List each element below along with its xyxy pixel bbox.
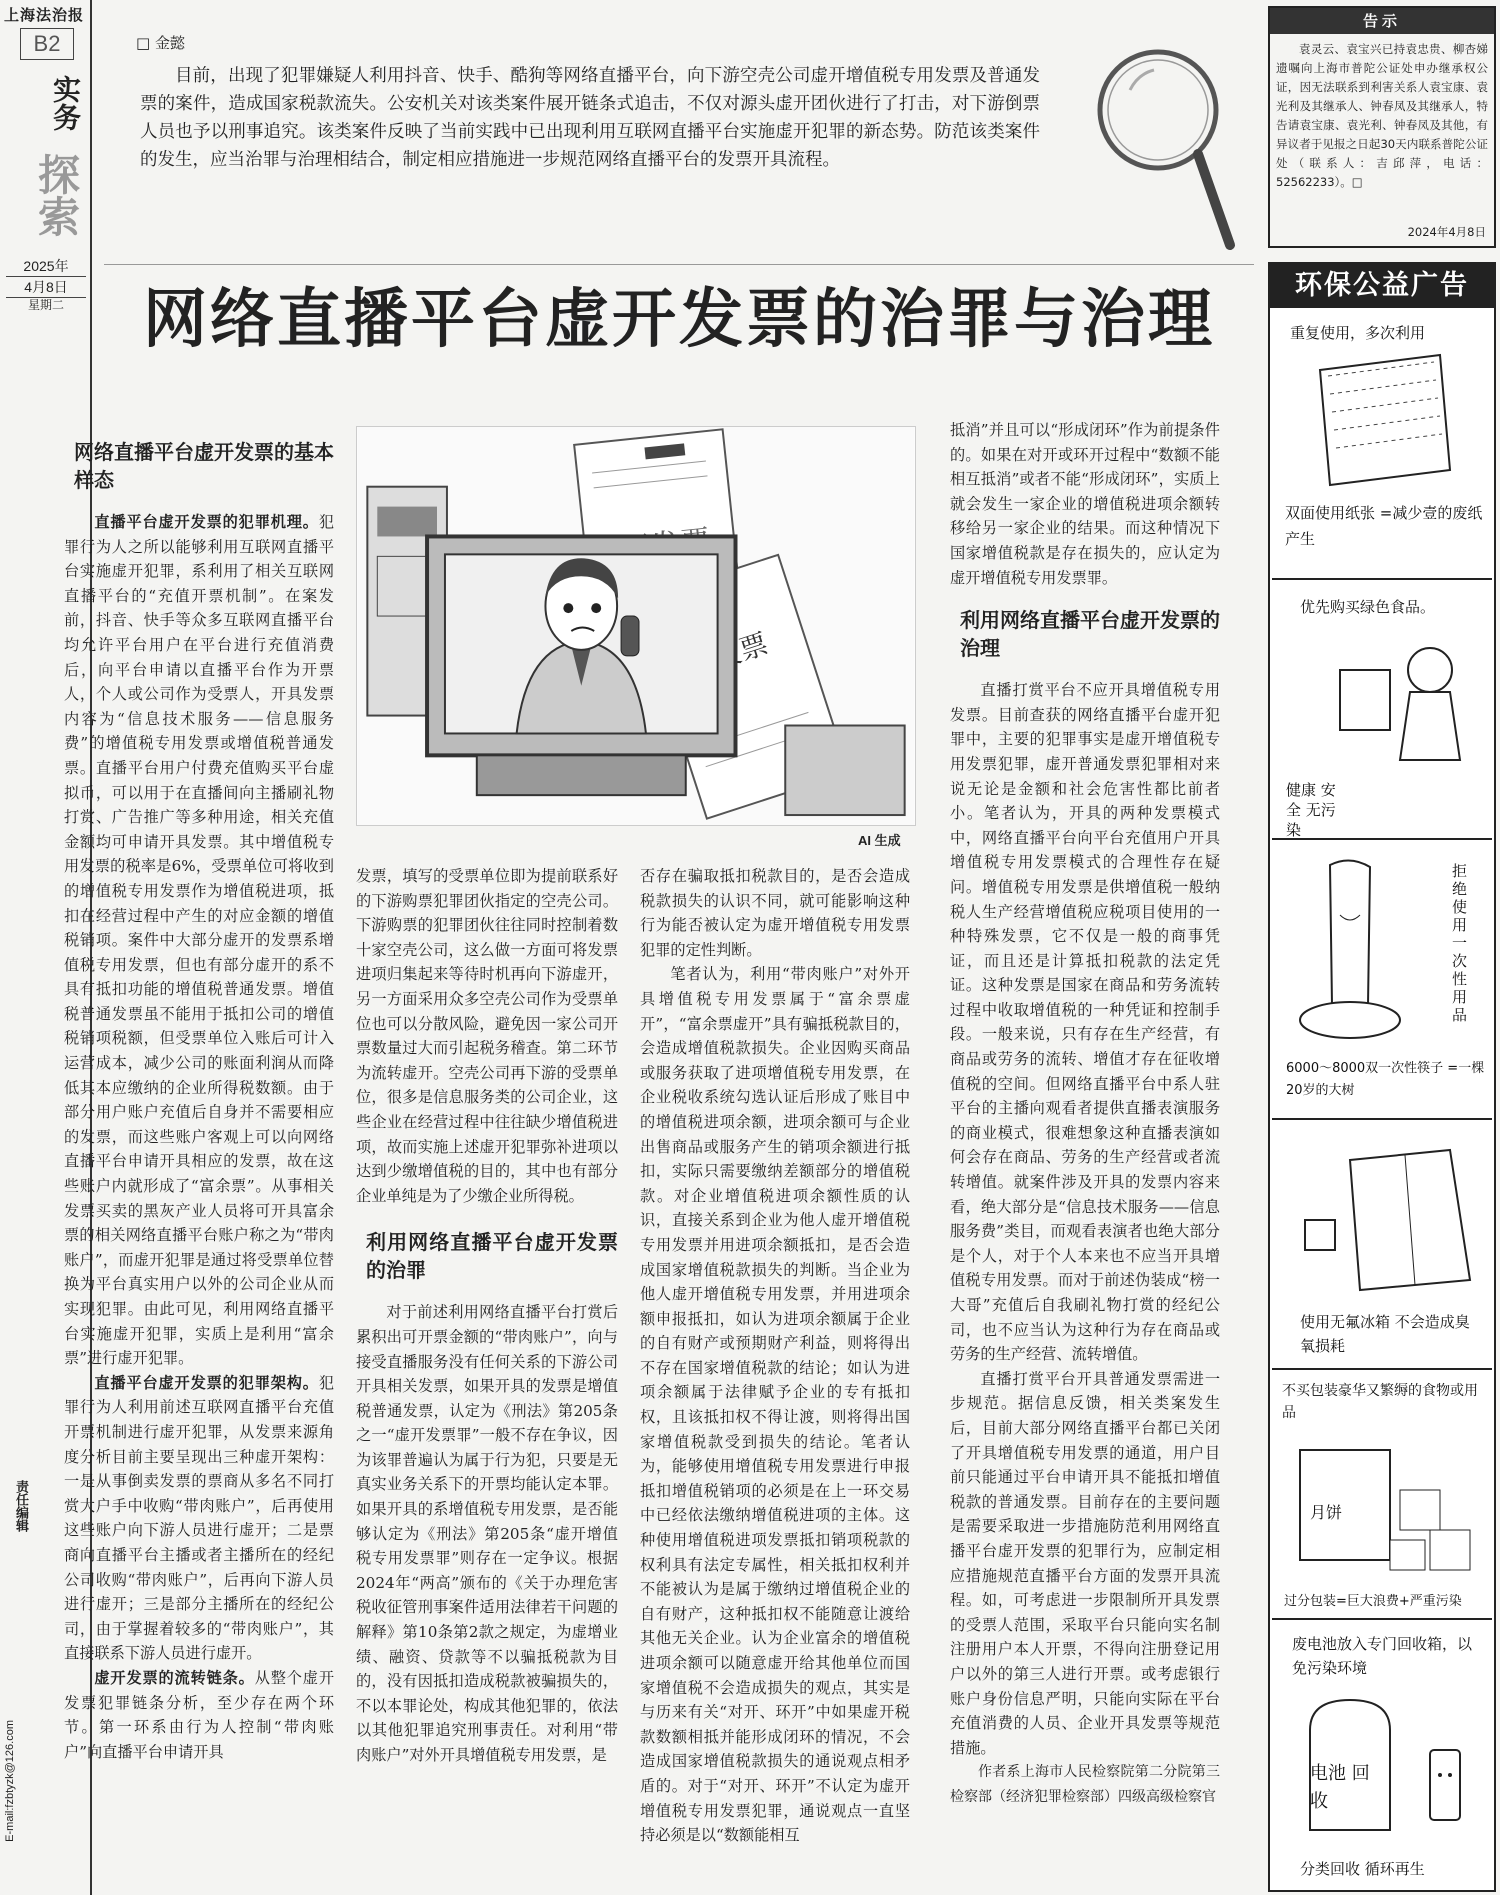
section-title-primary: 实务 (49, 75, 82, 131)
ad-text: 优先购买绿色食品。 (1300, 598, 1436, 616)
refrigerator-icon (1300, 1140, 1480, 1300)
paragraph (64, 1666, 334, 1764)
paragraph: 对于前述利用网络直播平台打赏后累积出可开票金额的“带肉账户”，向与接受直播服务没有任何关系的下游公司开具相关发票，如果开具的发票是增值税普通发票，认定为《刑法》第205条之一“虚开发票罪”一般不存在争议，因为该罪普遍认为属于行为犯，只要是无真实业务关系下的开票均能认定本罪。如果开具的系增值税专用发票，是否能够认定为《刑法》第205条“虚开增值税专用发票罪”则存在一定争议。根据2024年“两高”颁布的《关于办理危害税收征管刑事案件适用法律若干问题的解释》第10条第2款之规定，为虚增业绩、融资、贷款等不以骗抵税款为目的，没有因抵扣造成税款被骗损失的，不以本罪论处，构成其他犯罪的，依法以其他犯罪追究刑事责任。对利用“带肉账户”对外开具增值税专用发票，是 (356, 1303, 618, 1764)
ad-text: 健康 安全 无污染 (1286, 781, 1336, 839)
subheading-punishment: 利用网络直播平台虚开发票的治罪 (366, 1230, 618, 1283)
issue-weekday: 星期二 (27, 298, 64, 312)
article-column-2 (356, 864, 618, 1882)
section-title-secondary: 探索 (32, 153, 81, 237)
shopping-girl-icon (1330, 630, 1480, 780)
notice-date: 2024年4月8日 (1407, 225, 1486, 239)
paragraph: 笔者认为，利用“带肉账户”对外开具增值税专用发票属于“富余票虚开”，“富余票虚开”具有骗抵税款目的，会造成增值税款损失。企业因购买商品或服务获取了进项增值税专用发票，在企业税收系统勾选认证后形成了账目中的增值税进项余额，进项余额可与企业出售商品或服务产生的销项余额进行抵扣，实际只需要缴纳差额部分的增值税款。对企业增值税进项余额性质的认识，直接关系到企业为他人虚开增值税专用发票并用进项余额抵扣，是否会造成国家增值税款损失的判断。当企业为他人虚开增值税专用发票，并用进项余额申报抵扣，如认为进项余额属于企业的自有财产或预期财产利益，则将得出不存在国家增值税款的结论；如认为进项余额属于法律赋予企业的专有抵扣权，且该抵扣权不得让渡，则将得出国家增值税款受到损失的结论。笔者认为，能够使用增值税专用发票进行申报抵扣增值税销项的必须是在上一环交易中已经依法缴纳增值税进项的主体。这种使用增值税进项发票抵扣销项税款的权利具有法定专属性，相关抵扣权利并不能被认为是属于缴纳过增值税企业的自有财产，这种抵扣权不能随意让渡给其他无关企业。认为企业富余的增值税进项余额可以随意虚开给其他单位而国家增值税不会造成损失的观点，其实是与历来有关“对开、环开”中如果虚开税款数额相抵并能形成闭环的情况，不会造成国家增值税款损失的通说观点相矛盾的。对于“对开、环开”不认定为虚开增值税专用发票犯罪，通说观点一直坚持必须是以“数额能相互 (640, 965, 910, 1845)
headline: 网络直播平台虚开发票的治罪与治理 (143, 283, 1215, 357)
ad-text: 双面使用纸张 =减少壹的废纸产生 (1285, 504, 1483, 548)
ad-text: 6000～8000双一次性筷子 =一棵20岁的大树 (1286, 1061, 1485, 1098)
ad-text: 重复使用，多次利用 (1290, 324, 1426, 342)
issue-date: 4月8日 (6, 276, 86, 298)
ad-text: 过分包装=巨大浪费+严重污染 (1284, 1594, 1462, 1609)
article-column-3 (640, 864, 910, 1882)
paragraph-text: 犯罪行为人之所以能够利用互联网直播平台实施虚开犯罪，系利用了相关互联网直播平台的“充值开票机制”。在案发前，抖音、快手等众多互联网直播平台均允许平台用户在平台进行充值消费后，向平台申请以直播平台作为开票人，个人或公司作为受票人，开具发票内容为“信息技术服务——信息服务费”的增值税专用发票或增值税普通发票。直播平台用户付费充值购买平台虚拟币，可以用于在直播间向主播刷礼物打赏、广告推广等多种用途，相关充值金额均可申请开具发票。其中增值税专用发票的税率是6%，受票单位可将收到的增值税专用发票作为增值税进项，抵扣在经营过程中产生的对应金额的增值税销项。案件中大部分虚开的发票系增值税专用发票，但也有部分虚开的系不具有抵扣功能的增值税普通发票。增值税普通发票虽不能用于抵扣公司的增值税销项税额，但受票单位入账后可计入运营成本，减少公司的账面利润从而降低其本应缴纳的企业所得税数额。由于部分用户账户充值后自身并不需要相应的发票，而这些账户客观上可以向网络直播平台申请开具相应的发票，故在这些账户内就形成了“富余票”。从事相关发票买卖的黑灰产业人员将可开具富余票的相关网络直播平台账户称之为“带肉账户”，而虚开犯罪是通过将受票单位替换为平台真实用户以外的公司企业从而实现犯罪。由此可见，利用网络直播平台实施虚开犯罪，实质上是利用“富余票”进行虚开犯罪。 (64, 513, 334, 1368)
notice-title: 告示 (1270, 8, 1494, 34)
ad-text: 分类回收 循环再生 (1300, 1860, 1425, 1878)
subheading-forms: 网络直播平台虚开发票的基本样态 (74, 440, 334, 492)
article-column-1 (64, 432, 334, 1882)
tree-stump-icon (1290, 855, 1420, 1055)
ad-text: 使用无氟冰箱 不会造成臭氧损耗 (1300, 1313, 1470, 1355)
paragraph: 抵消”并且可以“形成闭环”作为前提条件的。如果在对开或环开过程中“数额不能相互抵消”或者不能“形成闭环”，实质上就会发生一家企业的增值税进项余额转移给另一家企业的结果。而这种情况下国家增值税款是存在损失的，应认定为虚开增值税专用发票罪。 (950, 421, 1220, 587)
illustration-live-stream (356, 426, 916, 826)
article-column-4 (950, 418, 1220, 1882)
paragraph-lead: 直播平台虚开发票的犯罪机理。 (94, 513, 319, 531)
paragraph-text: 从整个虚开发票犯罪链条分析，至少存在两个环节。第一环系由行为人控制“带肉账户”向直播平台申请开具 (64, 1668, 334, 1761)
paragraph-lead: 虚开发票的流转链条。 (94, 1668, 255, 1687)
paragraph (64, 510, 334, 1371)
ad-text: 电池 回收 (1310, 1763, 1370, 1812)
paragraph-text: 犯罪行为人利用前述互联网直播平台充值开票机制进行虚开犯罪，从发票来源角度分析目前主要呈现出三种虚开架构：一是从事倒卖发票的票商从多名不同打赏大户手中收购“带肉账户”，后再使用这些账户向下游人员进行虚开；二是票商向直播平台主播或者主播所在的经纪公司收购“带肉账户”，后再向下游人员进行虚开；三是部分主播所在的经纪公司，由于掌握着较多的“带肉账户”，其直接联系下游人员进行虚开。 (64, 1373, 334, 1663)
notice-body: 袁灵云、袁宝兴已持袁忠贵、柳杏娣遗嘱向上海市普陀公证处申办继承权公证，因无法联系到利害关系人袁宝康、袁光利及其继承人、钟春凤及其继承人，特告请袁宝康、袁光利、钟春凤及其他，有异议者于见报之日起30天内联系普陀公证处（联系人：吉邱萍，电话：52562233）。□ (1276, 42, 1488, 189)
subheading-governance: 利用网络直播平台虚开发票的治理 (960, 608, 1220, 661)
paragraph: 直播打赏平台不应开具增值税专用发票。目前查获的网络直播平台虚开犯罪中，主要的犯罪事实是虚开增值税专用发票犯罪，虚开普通发票犯罪相对来说无论是金额和社会危害性都比前者小。笔者认为，开具的两种发票模式中，网络直播平台向平台充值用户开具增值税专用发票模式的合理性存在疑问。增值税专用发票是供增值税一般纳税人生产经营增值税应税项目使用的一种特殊发票，它不仅是一般的商事凭证，而且还是计算抵扣税款的法定凭证。这种发票是国家在商品和劳务流转过程中收取增值税的一种凭证和控制手段。一般来说，只有存在生产经营，有商品或劳务的流转、增值才存在征收增值税的空间。但网络直播平台中系人驻平台的主播向观看者提供直播表演服务的商业模式，很难想象这种直播表演如何会存在商品、劳务的生产经营或者流转增值。就案件涉及开具的发票内容来看，绝大部分是“信息技术服务——信息服务费”类目，而观看表演者也绝大部分是个人，对于个人本来也不应当开具增值税专用发票。而对于前述伪装成“榜一大哥”充值后自我刷礼物打赏的经纪公司，也不应当认为这种行为存在商品或劳务的生产经营、流转增值。 (950, 681, 1220, 1364)
ad-text: 不买包装豪华又繁缛的食物或用品 (1282, 1383, 1478, 1421)
paragraph-lead: 直播平台虚开发票的犯罪架构。 (94, 1373, 319, 1392)
paragraph: 直播打赏平台开具普通发票需进一步规范。据信息反馈，相关类案发生后，目前大部分网络直播平台都已关闭了开具增值税专用发票的通道，用户目前只能通过平台申请开具不能抵扣增值税款的普通发票。目前存在的主要问题是需要采取进一步措施防范利用网络直播平台虚开发票的犯罪行为，应制定相应措施规范直播平台方面的发票开具流程。如，可考虑进一步限制所开具发票的受票人范围，采取平台只能向实名制注册用户本人开票，不得向注册登记用户以外的第三人进行开票。或考虑银行账户身份信息严明，只能向实际在平台充值消费的人员、企业开具发票等规范措施。 (950, 1369, 1220, 1757)
author-note: 作者系上海市人民检察院第二分院第三检察部（经济犯罪检察部）四级高级检察官 (950, 1764, 1220, 1805)
editor-label: 责任编辑 (13, 1480, 28, 1532)
ad-text: 拒绝使用一次性用品 (1452, 862, 1468, 1024)
intro-paragraph: 目前，出现了犯罪嫌疑人利用抖音、快手、酷狗等网络直播平台，向下游空壳公司虚开增值税专用发票及普通发票的案件，造成国家税款流失。公安机关对该类案件展开链条式追击，不仅对源头虚开团伙进行了打击，对下游倒票人员也予以刑事追究。该类案件反映了当前实践中已出现利用互联网直播平台实施虚开犯罪的新态势。防范该类案件的发生，应当治罪与治理相结合，制定相应措施进一步规范网络直播平台的发票开具流程。 (140, 66, 1040, 170)
byline: □ 金懿 (136, 34, 185, 52)
ad-title: 环保公益广告 (1270, 264, 1494, 308)
ad-text: 月饼 (1310, 1503, 1343, 1522)
ad-text: 废电池放入专门回收箱，以免污染环境 (1292, 1635, 1473, 1677)
issue-year: 2025年 (23, 258, 69, 274)
newspaper-name: 上海法治报 (4, 6, 85, 24)
paragraph (64, 1371, 334, 1666)
paragraph: 否存在骗取抵扣税款目的，是否会造成税款损失的认识不同，就可能影响这种行为能否被认定为虚开增值税专用发票犯罪的定性判断。 (640, 867, 910, 959)
illustration-caption: AI 生成 (858, 833, 901, 848)
magnifier-icon (1090, 40, 1240, 265)
editor-email: E-mail:fzbtyzk@126.com (4, 1720, 16, 1842)
paragraph: 发票，填写的受票单位即为提前联系好的下游购票犯罪团伙指定的空壳公司。下游购票的犯罪团伙往往同时控制着数十家空壳公司，这么做一方面可将发票进项归集起来等待时机再向下游虚开，另一方面采用众多空壳公司作为受票单位也可以分散风险，避免因一家公司开票数量过大而引起税务稽查。第二环节为流转虚开。空壳公司再下游的受票单位，很多是信息服务类的公司企业，这些企业在经营过程中往往缺少增值税进项，故而实施上述虚开犯罪弥补进项以达到少缴增值税的目的，其中也有部分企业单纯是为了少缴企业所得税。 (356, 867, 618, 1205)
paper-stack-icon (1310, 350, 1460, 490)
page-number: B2 (20, 28, 74, 60)
